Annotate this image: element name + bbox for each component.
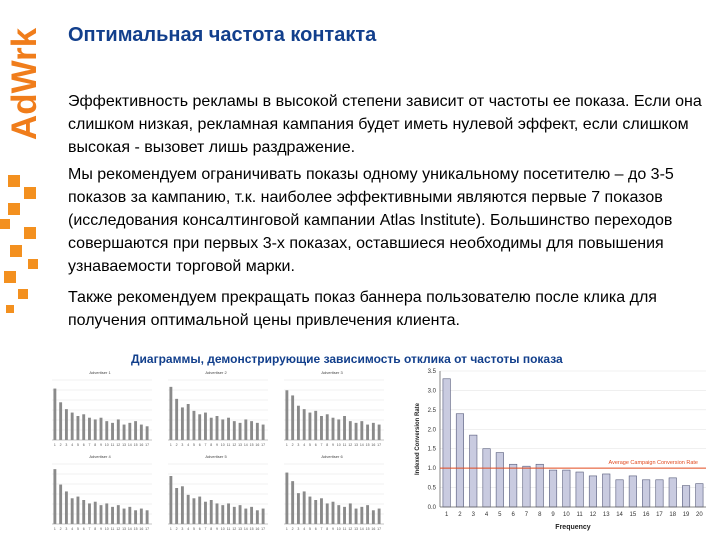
x-tick-label: 17: [656, 512, 663, 518]
mini-bar: [221, 419, 224, 440]
mini-bar: [175, 488, 178, 524]
mini-bar: [204, 413, 207, 440]
mini-bar: [105, 503, 108, 524]
mini-tick-label: 9: [100, 443, 102, 447]
decorative-pixel-pattern: [0, 175, 48, 325]
mini-tick-label: 7: [204, 443, 207, 447]
mini-tick-label: 2: [291, 443, 294, 447]
mini-tick-label: 14: [243, 443, 248, 447]
bar: [536, 464, 543, 507]
mini-tick-label: 7: [320, 527, 323, 531]
advertiser-chart-title: Advertiser 1: [89, 370, 111, 375]
mini-bar: [360, 421, 363, 440]
mini-tick-label: 17: [261, 443, 266, 447]
mini-bar: [181, 407, 184, 440]
mini-tick-label: 15: [249, 443, 254, 447]
bar: [576, 472, 583, 507]
mini-bar: [111, 507, 114, 524]
mini-bar: [187, 404, 190, 440]
mini-bar: [123, 425, 126, 440]
mini-bar: [82, 414, 85, 440]
mini-tick-label: 2: [175, 527, 178, 531]
conversion-chart: [410, 365, 710, 535]
mini-bar: [128, 507, 131, 524]
mini-tick-label: 5: [308, 443, 311, 447]
advertiser-charts-grid: [46, 370, 386, 535]
mini-bar: [65, 491, 68, 524]
mini-bar: [244, 509, 247, 524]
mini-tick-label: 16: [371, 527, 376, 531]
x-tick-label: 3: [471, 512, 475, 518]
mini-bar: [372, 510, 375, 524]
mini-bar: [146, 426, 149, 440]
advertiser-chart: [162, 454, 270, 536]
mini-tick-label: 1: [285, 443, 288, 447]
mini-tick-label: 6: [82, 443, 85, 447]
y-tick-label: 3.5: [427, 369, 436, 375]
mini-bar: [337, 505, 340, 524]
mini-tick-label: 1: [53, 443, 56, 447]
x-tick-label: 9: [551, 512, 555, 518]
bar: [589, 476, 596, 507]
bar: [656, 480, 663, 507]
mini-bar: [210, 418, 213, 440]
mini-bar: [262, 425, 265, 440]
bar: [563, 470, 570, 507]
mini-tick-label: 13: [122, 443, 127, 447]
mini-chart-svg: [278, 460, 386, 536]
mini-bar: [53, 389, 56, 440]
mini-tick-label: 3: [181, 527, 184, 531]
mini-bar: [372, 423, 375, 440]
mini-bar: [297, 406, 300, 440]
mini-chart-svg: [162, 376, 270, 452]
mini-bar: [303, 409, 306, 440]
mini-bar: [181, 486, 184, 524]
bar: [549, 470, 556, 507]
x-tick-label: 8: [538, 512, 542, 518]
mini-bar: [309, 497, 312, 524]
mini-bar: [94, 419, 97, 440]
mini-bar: [221, 505, 224, 524]
mini-tick-label: 14: [359, 443, 364, 447]
mini-bar: [140, 425, 143, 440]
advertiser-chart: [162, 370, 270, 452]
mini-bar: [198, 497, 201, 524]
mini-tick-label: 5: [192, 443, 195, 447]
mini-tick-label: 11: [226, 527, 231, 531]
y-tick-label: 3.0: [427, 388, 436, 395]
mini-bar: [187, 495, 190, 524]
mini-bar: [210, 500, 213, 524]
mini-tick-label: 2: [59, 443, 62, 447]
mini-bar: [227, 418, 230, 440]
mini-bar: [244, 419, 247, 440]
mini-bar: [71, 498, 74, 524]
mini-chart-svg: [278, 376, 386, 452]
mini-tick-label: 3: [65, 527, 68, 531]
mini-bar: [337, 419, 340, 440]
y-tick-label: 1.5: [427, 446, 436, 453]
mini-bar: [349, 503, 352, 524]
x-tick-label: 6: [511, 512, 515, 518]
x-tick-label: 7: [524, 512, 529, 518]
mini-tick-label: 2: [291, 527, 294, 531]
advertiser-chart: [278, 454, 386, 536]
mini-bar: [169, 476, 172, 524]
bar: [642, 480, 649, 507]
bar: [603, 474, 610, 507]
mini-bar: [250, 507, 253, 524]
mini-tick-label: 16: [139, 527, 144, 531]
bar: [483, 449, 490, 507]
mini-bar: [134, 510, 137, 524]
x-tick-label: 13: [602, 512, 610, 518]
y-tick-label: 0.5: [427, 485, 436, 492]
mini-tick-label: 1: [169, 527, 172, 531]
mini-bar: [366, 505, 369, 524]
mini-tick-label: 15: [133, 527, 138, 531]
mini-bar: [82, 500, 85, 524]
mini-bar: [320, 498, 323, 524]
mini-tick-label: 1: [169, 443, 172, 447]
mini-tick-label: 15: [365, 443, 370, 447]
mini-bar: [291, 395, 294, 440]
mini-tick-label: 6: [314, 527, 317, 531]
mini-bar: [233, 421, 236, 440]
mini-bar: [146, 510, 149, 524]
mini-tick-label: 4: [187, 527, 190, 531]
mini-bar: [332, 502, 335, 524]
mini-tick-label: 12: [116, 443, 121, 447]
bar: [496, 453, 503, 507]
mini-bar: [94, 502, 97, 524]
mini-bar: [59, 402, 62, 440]
mini-bar: [326, 503, 329, 524]
mini-tick-label: 12: [232, 527, 237, 531]
y-tick-label: 1.0: [427, 466, 436, 473]
mini-bar: [297, 493, 300, 524]
mini-bar: [88, 418, 91, 440]
mini-bar: [314, 411, 317, 440]
mini-tick-label: 2: [175, 443, 178, 447]
mini-bar: [117, 505, 120, 524]
mini-tick-label: 11: [110, 527, 115, 531]
mini-tick-label: 17: [377, 443, 382, 447]
mini-tick-label: 1: [53, 527, 56, 531]
mini-tick-label: 11: [110, 443, 115, 447]
mini-tick-label: 8: [210, 527, 213, 531]
mini-tick-label: 15: [249, 527, 254, 531]
x-tick-label: 16: [642, 512, 650, 518]
mini-bar: [71, 413, 74, 440]
x-tick-label: 20: [696, 512, 703, 518]
mini-tick-label: 12: [116, 527, 121, 531]
conversion-chart-svg: [410, 365, 710, 535]
mini-tick-label: 2: [59, 527, 62, 531]
x-tick-label: 4: [484, 512, 489, 518]
mini-tick-label: 14: [127, 527, 132, 531]
bar: [616, 480, 623, 507]
mini-tick-label: 13: [354, 443, 359, 447]
advertiser-chart-title: Advertiser 4: [89, 454, 111, 459]
mini-tick-label: 9: [332, 527, 334, 531]
mini-bar: [285, 473, 288, 524]
mini-tick-label: 7: [88, 443, 91, 447]
mini-bar: [355, 423, 358, 440]
mini-tick-label: 8: [94, 443, 97, 447]
mini-tick-label: 12: [348, 443, 353, 447]
mini-bar: [100, 505, 103, 524]
mini-tick-label: 3: [297, 443, 300, 447]
mini-tick-label: 17: [145, 443, 150, 447]
mini-tick-label: 14: [127, 443, 132, 447]
mini-tick-label: 16: [255, 527, 260, 531]
mini-bar: [233, 507, 236, 524]
bar: [523, 466, 530, 507]
mini-tick-label: 17: [377, 527, 382, 531]
x-tick-label: 5: [498, 512, 502, 518]
mini-bar: [360, 507, 363, 524]
mini-tick-label: 14: [359, 527, 364, 531]
mini-bar: [140, 509, 143, 524]
x-tick-label: 15: [629, 512, 637, 518]
mini-bar: [193, 411, 196, 440]
mini-tick-label: 8: [326, 443, 329, 447]
x-tick-label: 1: [444, 512, 449, 518]
mini-chart-svg: [162, 460, 270, 536]
mini-tick-label: 9: [216, 443, 218, 447]
x-tick-label: 10: [563, 512, 570, 518]
advertiser-chart: [46, 454, 154, 536]
mini-tick-label: 8: [210, 443, 213, 447]
mini-tick-label: 3: [297, 527, 300, 531]
x-tick-label: 18: [669, 512, 677, 518]
mini-bar: [59, 485, 62, 524]
mini-tick-label: 4: [303, 527, 306, 531]
mini-tick-label: 10: [104, 527, 109, 531]
mini-bar: [309, 413, 312, 440]
mini-tick-label: 15: [365, 527, 370, 531]
mini-tick-label: 9: [332, 443, 334, 447]
mini-bar: [198, 414, 201, 440]
mini-bar: [216, 503, 219, 524]
mini-tick-label: 10: [336, 527, 341, 531]
page-title: Оптимальная частота контакта: [68, 24, 377, 46]
paragraph-click-stop: Также рекомендуем прекращать показ баннера пользователю после клика для получения оптимальной цены привлечения клиента.: [68, 289, 657, 329]
mini-tick-label: 7: [320, 443, 323, 447]
mini-tick-label: 3: [65, 443, 68, 447]
bar: [629, 476, 636, 507]
mini-bar: [262, 509, 265, 524]
mini-tick-label: 6: [198, 443, 201, 447]
mini-bar: [117, 419, 120, 440]
mini-tick-label: 4: [71, 443, 74, 447]
mini-bar: [303, 491, 306, 524]
mini-tick-label: 10: [220, 527, 225, 531]
mini-tick-label: 11: [342, 443, 347, 447]
y-tick-label: 2.5: [427, 407, 436, 414]
mini-bar: [88, 503, 91, 524]
mini-bar: [77, 497, 80, 524]
mini-tick-label: 13: [238, 443, 243, 447]
mini-bar: [343, 416, 346, 440]
mini-bar: [100, 418, 103, 440]
mini-tick-label: 17: [261, 527, 266, 531]
mini-tick-label: 10: [220, 443, 225, 447]
mini-bar: [216, 416, 219, 440]
x-tick-label: 11: [576, 512, 583, 518]
average-line-label: Average Campaign Conversion Rate: [608, 460, 698, 467]
charts-caption: Диаграммы, демонстрирующие зависимость отклика от частоты показа: [131, 352, 563, 366]
mini-bar: [291, 481, 294, 524]
bar: [682, 486, 689, 507]
mini-tick-label: 13: [122, 527, 127, 531]
mini-bar: [53, 469, 56, 524]
advertiser-chart-title: Advertiser 2: [205, 370, 227, 375]
mini-bar: [239, 505, 242, 524]
mini-tick-label: 16: [255, 443, 260, 447]
y-tick-label: 0.0: [427, 505, 436, 511]
mini-tick-label: 14: [243, 527, 248, 531]
mini-chart-svg: [46, 460, 154, 536]
mini-bar: [65, 409, 68, 440]
mini-bar: [332, 418, 335, 440]
mini-tick-label: 1: [285, 527, 288, 531]
mini-tick-label: 6: [198, 527, 201, 531]
mini-tick-label: 6: [82, 527, 85, 531]
mini-tick-label: 9: [216, 527, 218, 531]
x-tick-label: 12: [589, 512, 597, 518]
bar: [509, 464, 516, 507]
mini-bar: [239, 423, 242, 440]
mini-tick-label: 5: [192, 527, 195, 531]
adwork-logo: [2, 8, 42, 158]
x-tick-label: 19: [682, 512, 690, 518]
bar: [470, 435, 477, 507]
mini-tick-label: 16: [139, 443, 144, 447]
mini-tick-label: 11: [226, 443, 231, 447]
mini-bar: [111, 423, 114, 440]
mini-bar: [378, 509, 381, 524]
mini-tick-label: 11: [342, 527, 347, 531]
mini-tick-label: 6: [314, 443, 317, 447]
paragraph-recommendation: Мы рекомендуем ограничивать показы одному уникальному посетителю – до 3-5 показов за кампанию, т.к. наиболее эффективными являются первые 7 показов (исследования консалтинговой кампании Atlas Institute). Большинство переходов совершаются при первых 3-х показах, оставшиеся необходимы для повышения узнаваемости торговой марки.: [68, 166, 674, 275]
mini-tick-label: 15: [133, 443, 138, 447]
mini-tick-label: 7: [88, 527, 91, 531]
mini-tick-label: 4: [71, 527, 74, 531]
mini-bar: [256, 510, 259, 524]
mini-bar: [128, 423, 131, 440]
mini-bar: [134, 421, 137, 440]
advertiser-chart-title: Advertiser 6: [321, 454, 343, 459]
mini-tick-label: 16: [371, 443, 376, 447]
mini-tick-label: 8: [326, 527, 329, 531]
mini-bar: [77, 416, 80, 440]
mini-tick-label: 5: [76, 443, 79, 447]
logo-wordmark: AdWrk: [5, 27, 44, 141]
y-axis-label: Indexed Conversion Rate: [415, 402, 421, 476]
x-tick-label: 2: [458, 512, 462, 518]
mini-tick-label: 7: [204, 527, 207, 531]
mini-tick-label: 8: [94, 527, 97, 531]
mini-bar: [314, 500, 317, 524]
mini-chart-svg: [46, 376, 154, 452]
bar: [456, 414, 463, 507]
mini-bar: [250, 421, 253, 440]
mini-tick-label: 3: [181, 443, 184, 447]
advertiser-chart: [278, 370, 386, 452]
mini-bar: [227, 503, 230, 524]
mini-bar: [175, 399, 178, 440]
advertiser-chart: [46, 370, 154, 452]
x-tick-label: 14: [616, 512, 623, 518]
mini-tick-label: 12: [232, 443, 237, 447]
mini-tick-label: 10: [104, 443, 109, 447]
mini-bar: [193, 498, 196, 524]
bar: [443, 379, 450, 507]
mini-tick-label: 12: [348, 527, 353, 531]
mini-bar: [343, 507, 346, 524]
mini-tick-label: 13: [238, 527, 243, 531]
mini-bar: [123, 509, 126, 524]
paragraph-effectiveness: Эффективность рекламы в высокой степени зависит от частоты ее показа. Если она слишком низкая, рекламная кампания будет иметь нулевой эффект, если слишком высокая - вызовет лишь раздражение.: [68, 93, 702, 156]
advertiser-chart-title: Advertiser 3: [321, 370, 343, 375]
bar: [696, 484, 703, 507]
mini-bar: [256, 423, 259, 440]
mini-bar: [366, 425, 369, 440]
mini-tick-label: 9: [100, 527, 102, 531]
bar: [669, 478, 676, 507]
mini-tick-label: 5: [308, 527, 311, 531]
mini-bar: [349, 421, 352, 440]
mini-bar: [378, 425, 381, 440]
mini-tick-label: 5: [76, 527, 79, 531]
x-axis-label: Frequency: [555, 524, 591, 531]
mini-tick-label: 10: [336, 443, 341, 447]
mini-bar: [326, 414, 329, 440]
mini-tick-label: 4: [187, 443, 190, 447]
mini-bar: [320, 416, 323, 440]
advertiser-chart-title: Advertiser 5: [205, 454, 227, 459]
y-tick-label: 2.0: [427, 427, 436, 434]
mini-tick-label: 13: [354, 527, 359, 531]
mini-bar: [169, 387, 172, 440]
mini-bar: [105, 421, 108, 440]
mini-bar: [355, 509, 358, 524]
mini-bar: [204, 502, 207, 524]
mini-tick-label: 17: [145, 527, 150, 531]
mini-tick-label: 4: [303, 443, 306, 447]
mini-bar: [285, 390, 288, 440]
